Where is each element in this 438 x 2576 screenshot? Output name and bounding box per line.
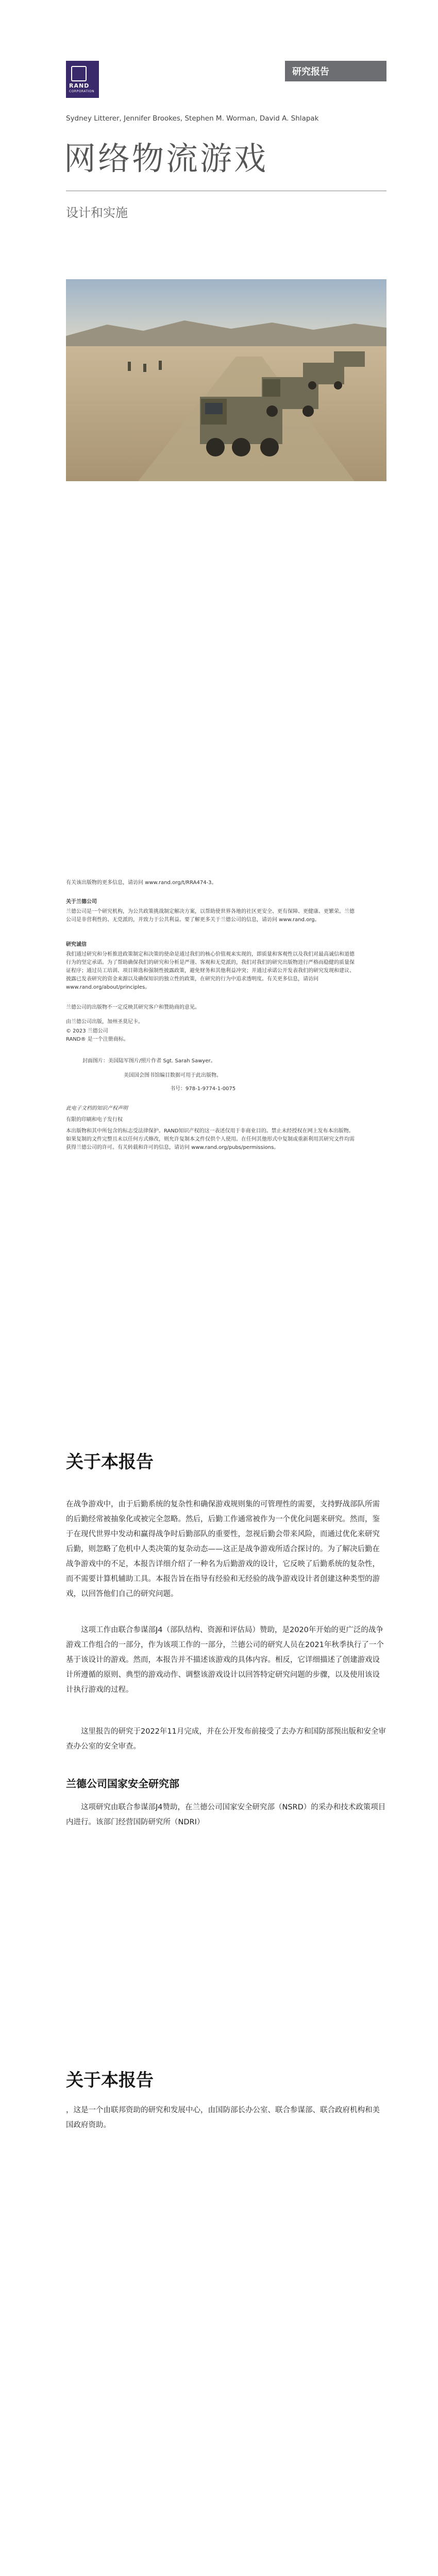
about-rand-heading: 关于兰德公司 <box>66 899 97 905</box>
logo-text: RAND <box>69 82 90 89</box>
nsrd-heading: 兰德公司国家安全研究部 <box>66 1777 179 1790</box>
about-report-repeat-text: ，这是一个由联邦资助的研究和发展中心，由国防部长办公室、联合参谋部、联合政府机构和美国政府资助。 <box>66 2106 380 2129</box>
about-report-heading-repeat: 关于本报告 <box>66 2070 154 2091</box>
cover-photo-image <box>66 279 386 481</box>
about-report-heading: 关于本报告 <box>66 1452 154 1472</box>
cover-photo <box>66 279 386 481</box>
report-subtitle: 设计和实施 <box>66 206 128 220</box>
copyright-year: © 2023 兰德公司 <box>66 1028 108 1034</box>
rand-logo-mark-icon <box>71 66 87 81</box>
isbn: 书号：978-1-9774-1-0075 <box>170 1086 236 1092</box>
about-report-para-2: 这项工作由联合参谋部J4（部队结构、资源和评估局）赞助，是2020年开始的更广泛的战争游戏工作组合的一部分，作为该项工作的一部分，兰德公司的研究人员在2021年秋季执行了一个基于该设计的游戏。然而，本报告并不描述该游戏的具体内容。相反，它详细描述了创建游戏设计所遵循的原则、典型的游戏动作、调整该游戏设计以回答特定研究问题的步骤，以及使用该设计执行游戏的过程。 <box>66 1626 384 1694</box>
rights-heading: 此电子文档的知识产权声明 <box>66 1106 128 1111</box>
rights-text: 本出版物和其中所包含的标志受法律保护。RAND知识产权的这一表述仅用于非商业目的。禁止未经授权在网上发布本出版物。如果复制的文件完整且未以任何方式修改，则允许复制本文件仅供个人使用。在任何其他形式中复制或重新利用其研究文件均需获得兰德公司的许可。有关转载和许可的信息，请访问 www.rand.org/pubs/permissions。 <box>66 1128 355 1150</box>
disclaimer: 兰德公司的出版物不一定反映其研究客户和赞助商的意见。 <box>66 1005 200 1010</box>
rights-subheading: 有限的印刷和电子发行权 <box>66 1117 123 1123</box>
about-report-para-3: 这里报告的研究于2022年11月完成，并在公开发布前接受了去办方和国防部预出版和安全审查办公室的安全审查。 <box>66 1727 386 1751</box>
cover-credit: 封面图片：美国陆军图片/照片作者 Sgt. Sarah Sawyer。 <box>82 1058 216 1064</box>
nsrd-text: 这项研究由联合参谋部J4赞助，在兰德公司国家安全研究部（NSRD）的采办和技术政策项目内进行。该部门经营国防研究所（NDRI） <box>66 1803 386 1826</box>
about-rand-text: 兰德公司是一个研究机构，为公共政策挑战制定解决方案，以帮助使世界各地的社区更安全、更有保障、更健康、更繁荣。兰德公司是非营利性的、无党派的，并致力于公共利益。要了解更多关于兰德公司的信息，请访问 www.rand.org。 <box>66 909 355 923</box>
report-title: 网络物流游戏 <box>64 140 268 177</box>
publisher: 由兰德公司出版，加州圣莫尼卡。 <box>66 1019 143 1025</box>
logo-subtext: CORPORATION <box>69 90 95 93</box>
authors: Sydney Litterer, Jennifer Brookes, Stephen M. Worman, David A. Shlapak <box>66 114 319 123</box>
copyright-intro: 有关该出版物的更多信息，请访问 www.rand.org/t/RRA474-3。 <box>66 880 217 886</box>
badge-label: 研究报告 <box>292 66 329 77</box>
report-type-badge <box>285 61 386 81</box>
about-report-para-1: 在战争游戏中，由于后勤系统的复杂性和确保游戏规则集的可管理性的需要，支持野战部队所需的后勤经常被抽象化或被完全忽略。然后，后勤工作通常被作为一个优化问题来研究。然而，鉴于在现代世界中发动和赢得战争时后勤部队的重要性，忽视后勤会带来风险，而通过优化来研究后勤，则忽略了危机中人类决策的复杂动态——这正是战争游戏所适合探讨的。为了解决后勤在战争游戏中的不足，本报告详细介绍了一种名为后勤游戏的设计，它反映了后勤系统的复杂性，而不需要计算机辅助工具。本报告旨在指导有经验和无经验的战争游戏设计者创建这种类型的游戏，以回答他们自己的研究问题。 <box>66 1500 380 1598</box>
trademark: RAND® 是一个注册商标。 <box>66 1037 129 1042</box>
integrity-heading: 研究诚信 <box>66 942 87 947</box>
loc-line: 美国国会图书馆编目数据可用于此出版物。 <box>124 1073 222 1078</box>
integrity-text: 我们通过研究和分析推进政策制定和决策的使命是通过我们的核心价值观来实现的，即质量和客观性以及我们对最高诚信和道德行为的坚定承诺。为了帮助确保我们的研究和分析是严谨、客观和无党派的，我们对我们的研究出版物进行严格而稳健的质量保证程序；通过员工培训、项目筛选和强制性披露政策，避免财务和其他利益冲突；并通过承诺公开发表我们的研究发现和建议、披露已发表研究的资金来源以及确保知识的独立性的政策，在研究的行为中追求透明度。有关更多信息，请访问 www.rand.org/about/principles。 <box>66 952 355 990</box>
rand-logo <box>66 61 99 98</box>
